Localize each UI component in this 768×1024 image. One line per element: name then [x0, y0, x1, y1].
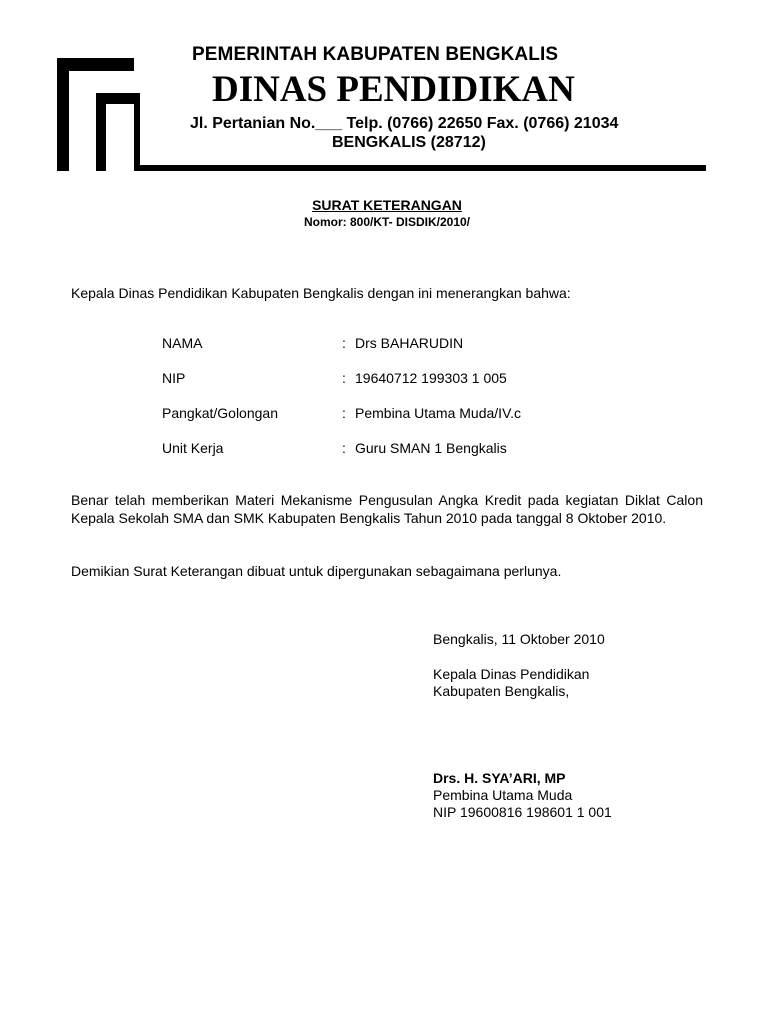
field-colon: :: [342, 440, 346, 456]
letterhead-address: Jl. Pertanian No.___ Telp. (0766) 22650 Fax. (0766) 21034: [190, 115, 619, 132]
document-title: SURAT KETERANGAN: [312, 197, 462, 213]
field-value-nip: 19640712 199303 1 005: [355, 370, 507, 386]
field-label-unit-kerja: Unit Kerja: [162, 440, 224, 456]
field-value-pangkat: Pembina Utama Muda/IV.c: [355, 405, 522, 421]
field-label-nama: NAMA: [162, 335, 203, 351]
field-value-unit-kerja: Guru SMAN 1 Bengkalis: [355, 440, 507, 456]
signature-place-date: Bengkalis, 11 Oktober 2010: [433, 631, 605, 647]
letterhead-city: BENGKALIS (28712): [332, 134, 486, 151]
closing-text: Demikian Surat Keterangan dibuat untuk dipergunakan sebagaimana perlunya.: [71, 563, 562, 579]
signature-rank: Pembina Utama Muda: [433, 787, 573, 803]
statement-paragraph: Benar telah memberikan Materi Mekanisme Pengusulan Angka Kredit pada kegiatan Diklat Calon Kepala Sekolah SMA dan SMK Kabupaten Bengkalis Tahun 2010 pada tanggal 8 Oktober 2010.: [71, 492, 703, 526]
field-colon: :: [342, 370, 346, 386]
letterhead-logo: [0, 0, 140, 175]
field-colon: :: [342, 335, 346, 351]
field-value-nama: Drs BAHARUDIN: [355, 335, 464, 351]
field-label-nip: NIP: [162, 370, 186, 386]
document-number: Nomor: 800/KT- DISDIK/2010/: [303, 215, 471, 229]
intro-text: Kepala Dinas Pendidikan Kabupaten Bengkalis dengan ini menerangkan bahwa:: [71, 285, 571, 301]
letterhead-agency: DINAS PENDIDIKAN: [212, 69, 575, 110]
field-label-pangkat: Pangkat/Golongan: [162, 405, 278, 421]
letterhead-divider: [138, 165, 706, 171]
signature-name: Drs. H. SYA’ARI, MP: [433, 770, 566, 786]
field-colon: :: [342, 405, 346, 421]
signature-nip: NIP 19600816 198601 1 001: [433, 804, 612, 820]
letterhead-government: PEMERINTAH KABUPATEN BENGKALIS: [192, 44, 559, 65]
signature-position: Kepala Dinas Pendidikan: [433, 666, 590, 682]
signature-position-region: Kabupaten Bengkalis,: [433, 683, 570, 699]
